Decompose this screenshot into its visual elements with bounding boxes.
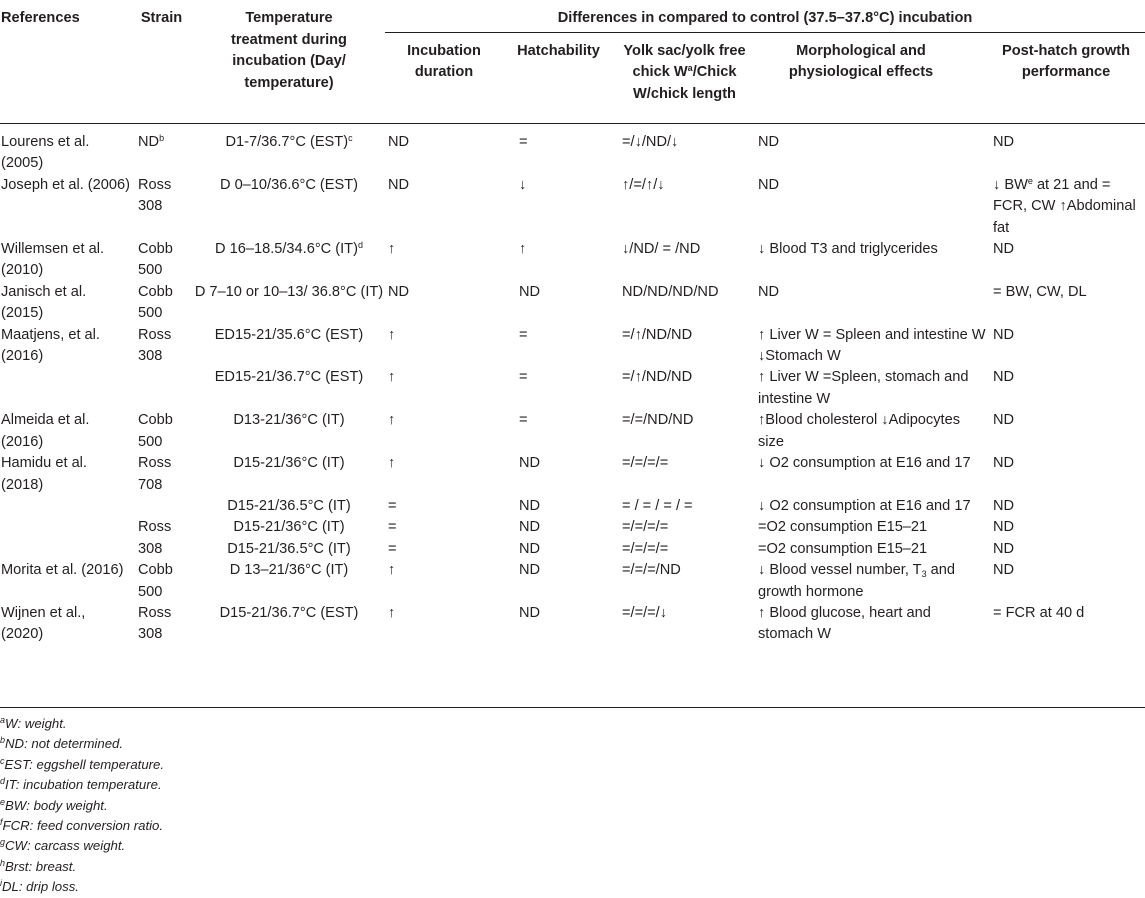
header-references: References	[0, 0, 130, 124]
table-bottom-rule	[0, 707, 1145, 708]
cell-reference: Almeida et al. (2016)	[1, 412, 90, 450]
cell-post-hatch: ND	[993, 540, 1015, 557]
table-row	[0, 175, 1145, 239]
cell-reference	[0, 539, 130, 560]
header-strain: Strain	[130, 0, 193, 124]
cell-duration: ↑	[388, 326, 396, 343]
cell-morphological: ↑ Liver W = Spleen and intestine W ↓Stomach W	[758, 326, 986, 365]
table-row	[0, 367, 1145, 410]
header-differences: Differences in compared to control (37.5–37.8°C) incubation	[385, 0, 1145, 32]
cell-post-hatch: ND	[993, 134, 1015, 150]
cell-duration: ND	[388, 176, 410, 193]
cell-morphological: ND	[758, 283, 780, 300]
cell-hatchability: =	[519, 134, 528, 150]
cell-duration: ↑	[388, 562, 396, 579]
cell-post-hatch: ↓ $BW^e$ at 21 and = FCR, CW ↑Abdominal fat	[993, 175, 1136, 236]
cell-temperature: D15-21/36.5°C (IT)	[227, 497, 351, 514]
cell-yolk: =/=/=/=	[622, 519, 669, 536]
cell-strain: Ross 708	[138, 455, 172, 493]
cell-reference: Morita et al. (2016)	[1, 562, 124, 579]
cell-temperature: ED15-21/36.7°C (EST)	[214, 369, 364, 386]
cell-post-hatch: = FCR at 40 d	[993, 604, 1085, 621]
footnote: $^g$CW: carcass weight.	[0, 837, 126, 854]
cell-strain: Ross 308	[138, 326, 172, 365]
cell-duration: ND	[388, 134, 410, 150]
header-temperature: Temperature treatment during incubation (Day/ temperature)	[193, 0, 385, 124]
cell-post-hatch: ND	[993, 412, 1015, 429]
cell-yolk: =/↑/ND/ND	[622, 326, 693, 343]
cell-strain	[130, 367, 193, 410]
cell-hatchability: =	[519, 412, 528, 429]
cell-reference: Willemsen et al. (2010)	[1, 241, 104, 279]
cell-post-hatch: ND	[993, 455, 1015, 472]
footnote: $^h$Brst: breast.	[0, 857, 77, 874]
cell-strain: Cobb 500	[138, 562, 173, 600]
cell-duration: =	[388, 519, 397, 536]
cell-morphological: ↑ Liver W =Spleen, stomach and intestine W	[758, 369, 969, 407]
cell-duration: ↑	[388, 412, 396, 429]
header-morphological: Morphological and physiological effects	[755, 32, 987, 124]
cell-post-hatch: ND	[993, 241, 1015, 258]
cell-hatchability: ND	[519, 283, 541, 300]
cell-duration: ↑	[388, 604, 396, 621]
footnotes	[0, 714, 164, 898]
table-row	[0, 410, 1145, 453]
cell-reference	[0, 367, 130, 410]
cell-yolk: ND/ND/ND/ND	[622, 283, 719, 300]
footnote: $^c$EST: eggshell temperature.	[0, 755, 165, 772]
cell-yolk: =/=/=/ND	[622, 562, 681, 579]
cell-morphological: ↓ Blood vessel number, $T_3$ and growth hormone	[758, 562, 956, 600]
cell-morphological: ↑ Blood glucose, heart and stomach W	[758, 604, 931, 643]
cell-strain	[130, 496, 193, 517]
cell-morphological: ND	[758, 134, 780, 150]
cell-strain: $ND^b$	[138, 133, 165, 150]
cell-hatchability: ND	[519, 604, 541, 621]
cell-morphological: =O2 consumption E15–21	[758, 519, 928, 536]
cell-temperature: D 0–10/36.6°C (EST)	[219, 176, 359, 193]
cell-duration: ↑	[388, 241, 396, 258]
header-hatchability: Hatchability	[503, 32, 614, 124]
cell-temperature: D15-21/36°C (IT)	[233, 455, 345, 472]
cell-hatchability: =	[519, 369, 528, 386]
cell-yolk: ↓/ND/ = /ND	[622, 241, 701, 258]
cell-post-hatch: ND	[993, 369, 1015, 386]
table-row	[0, 603, 1145, 646]
cell-strain: Ross 308	[138, 519, 172, 557]
table-row	[0, 453, 1145, 496]
cell-strain: Cobb 500	[138, 283, 173, 322]
table-row	[0, 560, 1145, 603]
cell-hatchability: ND	[519, 540, 541, 557]
cell-post-hatch: = BW, CW, DL	[993, 283, 1087, 300]
cell-hatchability: ND	[519, 455, 541, 472]
table-row	[0, 496, 1145, 517]
cell-strain: Cobb 500	[138, 241, 173, 279]
cell-post-hatch: ND	[993, 562, 1015, 579]
cell-strain: Ross 308	[138, 176, 172, 215]
footnote: $^i$DL: drip loss.	[0, 878, 79, 895]
cell-hatchability: ↓	[519, 176, 527, 193]
cell-reference: Hamidu et al. (2018)	[1, 455, 87, 493]
cell-yolk: =/=/=/↓	[622, 604, 668, 621]
table-row	[0, 517, 1145, 538]
cell-yolk: =/=/ND/ND	[622, 412, 694, 429]
cell-temperature: D15-21/36°C (IT)	[233, 519, 345, 536]
cell-morphological: ↑Blood cholesterol ↓Adipocytes size	[758, 412, 960, 450]
cell-duration: ↑	[388, 455, 396, 472]
cell-yolk: =/=/=/=	[622, 540, 669, 557]
cell-strain: Ross 308	[138, 604, 172, 643]
cell-temperature: D 13–21/36°C (IT)	[229, 562, 349, 579]
cell-morphological: ↓ O2 consumption at E16 and 17	[758, 497, 971, 514]
cell-reference: Lourens et al. (2005)	[1, 134, 90, 172]
cell-reference: Maatjens, et al. (2016)	[1, 326, 100, 365]
cell-duration: =	[388, 540, 397, 557]
cell-reference: Wijnen et al., (2020)	[1, 604, 86, 643]
cell-temperature: D 7–10 or 10–13/ 36.8°C (IT)	[194, 283, 384, 300]
cell-temperature: D 16–18.5/34.6°C (IT)$^d$	[215, 240, 363, 258]
cell-temperature: D15-21/36.7°C (EST)	[219, 604, 359, 621]
header-post-hatch: Post-hatch growth performance	[987, 32, 1145, 124]
cell-morphological: ↓ Blood T3 and triglycerides	[758, 241, 938, 258]
cell-hatchability: ↑	[519, 241, 527, 258]
cell-temperature: D15-21/36.5°C (IT)	[227, 540, 351, 557]
cell-post-hatch: ND	[993, 326, 1015, 343]
cell-morphological: ↓ O2 consumption at E16 and 17	[758, 455, 971, 472]
cell-strain: Cobb 500	[138, 412, 173, 450]
footnote: $^f$FCR: feed conversion ratio.	[0, 817, 164, 834]
cell-hatchability: ND	[519, 519, 541, 536]
cell-reference: Joseph et al. (2006)	[1, 176, 130, 193]
footnote: $^b$ND: not determined.	[0, 735, 124, 752]
cell-duration: ↑	[388, 369, 396, 386]
cell-reference	[0, 517, 130, 538]
cell-duration: =	[388, 497, 397, 514]
cell-yolk: ↑/=/↑/↓	[622, 176, 665, 193]
footnote: $^a$W: weight.	[0, 715, 67, 731]
cell-temperature: D1-7/36.7°C (EST)$^c$	[225, 133, 353, 150]
cell-post-hatch: ND	[993, 497, 1015, 514]
cell-yolk: =/↓/ND/↓	[622, 134, 679, 150]
cell-temperature: D13-21/36°C (IT)	[233, 412, 345, 429]
footnote: $^e$BW: body weight.	[0, 796, 108, 813]
header-incubation-duration: Incubation duration	[385, 32, 503, 124]
table-row	[0, 239, 1145, 282]
footnote: $^d$IT: incubation temperature.	[0, 776, 162, 793]
cell-morphological: ND	[758, 176, 780, 193]
cell-reference	[0, 496, 130, 517]
cell-yolk: =/↑/ND/ND	[622, 369, 693, 386]
table-row	[0, 124, 1145, 175]
table-row	[0, 282, 1145, 325]
table-row	[0, 325, 1145, 368]
cell-duration: ND	[388, 283, 410, 300]
cell-yolk: = / = / = / =	[622, 497, 693, 514]
cell-hatchability: =	[519, 326, 528, 343]
cell-morphological: =O2 consumption E15–21	[758, 540, 928, 557]
cell-yolk: =/=/=/=	[622, 455, 669, 472]
header-yolk-sac: Yolk sac/yolk free chick $W^a$/Chick W/chick length	[614, 32, 755, 124]
cell-hatchability: ND	[519, 497, 541, 514]
cell-temperature: ED15-21/35.6°C (EST)	[214, 326, 364, 343]
cell-post-hatch: ND	[993, 519, 1015, 536]
cell-reference: Janisch et al. (2015)	[1, 283, 87, 322]
cell-hatchability: ND	[519, 562, 541, 579]
